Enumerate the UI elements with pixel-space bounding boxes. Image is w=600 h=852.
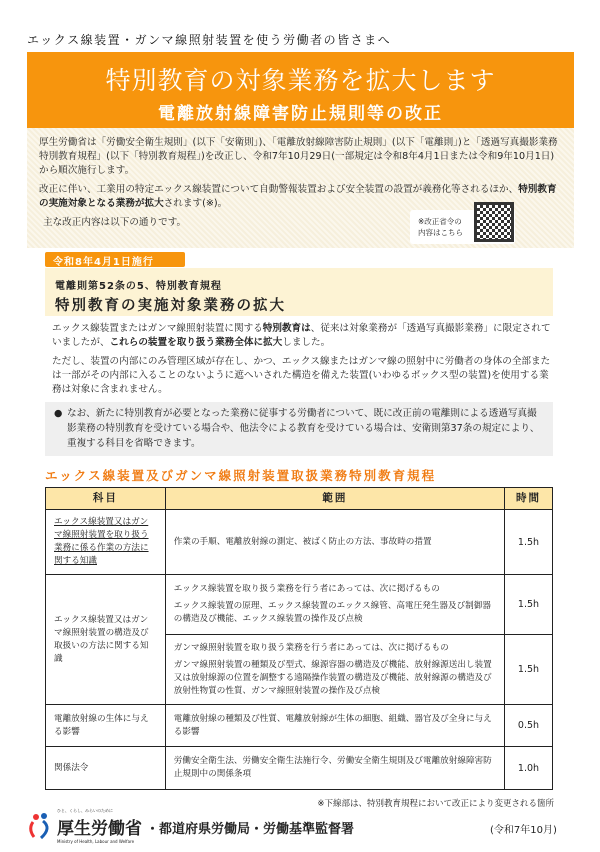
ministry-name-en: Ministry of Health, Labour and Welfare <box>57 839 135 844</box>
scope-cell <box>165 575 504 635</box>
header-time: 時間 <box>505 488 553 510</box>
scope-heading: エックス線装置を取り扱う業務を行う者にあっては、次に掲げるもの <box>173 584 440 594</box>
time-cell: 0.5h <box>505 705 553 747</box>
title-banner <box>27 52 574 128</box>
table-row <box>46 747 553 790</box>
header-subject: 科目 <box>46 488 166 510</box>
note-box <box>45 402 553 456</box>
scope-text: エックス線装置の原理、エックス線装置のエックス線管、高電圧発生器及び制御器の構造及び機能、エックス線装置の操作及び点検 <box>173 601 491 624</box>
issuing-offices: ・都道府県労働局・労働基準監督署 <box>146 822 355 837</box>
intro-paragraph-3: 主な改正内容は以下の通りです。 <box>43 217 187 228</box>
subject-cell: エックス線装置又はガンマ線照射装置を取り扱う業務に係る作業の方法に関する知識 <box>46 510 166 575</box>
page-title: 特別教育の対象業務を拡大します <box>105 66 496 95</box>
time-cell: 1.5h <box>505 575 553 635</box>
section-header <box>45 268 553 316</box>
section-reference: 電離則第52条の5、特別教育規程 <box>55 281 222 292</box>
table-title: エックス線装置及びガンマ線照射装置取扱業務特別教育規程 <box>45 468 437 483</box>
scope-cell <box>165 635 504 705</box>
table-header-row <box>46 488 553 510</box>
table-row <box>46 575 553 635</box>
ministry-name: 厚生労働省 <box>57 819 142 839</box>
subject-cell: 関係法令 <box>46 747 166 790</box>
text: されます(※)。 <box>163 198 228 209</box>
curriculum-table <box>45 487 553 790</box>
text: しました。 <box>282 337 331 348</box>
time-cell: 1.5h <box>505 510 553 575</box>
scope-heading: ガンマ線照射装置を取り扱う業務を行う者にあっては、次に掲げるもの <box>173 642 449 653</box>
body-paragraph-2: ただし、装置の内部にのみ管理区域が存在し、かつ、エックス線またはガンマ線の照射中に労働者の身体の全部または一部がその内部に入ることのないように遮へいされた構造を備えた装置(いわゆるボックス型の装置)を使用する業務は対象に含まれません。 <box>52 356 551 395</box>
scope-cell: 労働安全衛生法、労働安全衛生法施行令、労働安全衛生規則及び電離放射線障害防止規則中の関係条項 <box>165 747 504 790</box>
effective-date-tag: 令和8年4月1日施行 <box>45 252 185 267</box>
intro-paragraph-1: 厚生労働省は「労働安全衛生規則」(以下「安衛則」)、「電離放射線障害防止規則」(以下「電離則」)と「透過写真撮影業務特別教育規程」(以下「特別教育規程」)を改正し、令和7年10月29日(一部規定は令和8年4月1日または令和9年10月1日)から順次施行します。 <box>39 137 558 176</box>
note-text: なお、新たに特別教育が必要となった業務に従事する労働者について、既に改正前の電離則による透過写真撮影業務の特別教育を受けている場合や、他法令による教育を受けている場合は、安衛則第37条の規定により、重複する科目を省略できます。 <box>67 408 540 449</box>
table-row <box>46 510 553 575</box>
time-cell: 1.5h <box>505 635 553 705</box>
scope-cell: 作業の手順、電離放射線の測定、被ばく防止の方法、事故時の措置 <box>165 510 504 575</box>
subject-cell: エックス線装置又はガンマ線照射装置の構造及び取扱いの方法に関する知識 <box>46 575 166 705</box>
scope-text: ガンマ線照射装置の種類及び型式、線源容器の構造及び機能、放射線源送出し装置又は放射線源の位置を調整する遠隔操作装置の構造及び機能、放射線源の構造及び放射性物質の性質、ガンマ線照射装置の操作及び点検 <box>173 659 492 696</box>
ministry-tagline: ひと、くらし、みらいのために <box>57 808 113 813</box>
intro-box <box>27 128 574 248</box>
text: エックス線装置またはガンマ線照射装置に関する <box>52 323 263 334</box>
issue-date: (令和7年10月) <box>490 825 557 836</box>
page-subtitle: 電離放射線障害防止規則等の改正 <box>158 104 443 124</box>
table-footnote: ※下線部は、特別教育規程において改正により変更される箇所 <box>317 799 554 809</box>
emphasis: これらの装置を取り扱う業務全体に拡大 <box>109 337 283 348</box>
emphasis: 特別教育の実施対象となる業務が拡大 <box>39 184 557 209</box>
section-body <box>52 322 552 402</box>
section-title: 特別教育の実施対象業務の拡大 <box>55 298 286 314</box>
ministry-logo-icon <box>27 811 53 841</box>
bullet-icon: ● <box>54 408 63 419</box>
time-cell: 1.0h <box>505 747 553 790</box>
header-scope: 範囲 <box>165 488 504 510</box>
text: 、従来は対象業務が「透過写真撮影業務」に限定されていましたが、 <box>52 323 551 348</box>
ministry-logo <box>27 808 142 844</box>
text: 改正に伴い、工業用の特定エックス線装置について自動警報装置および安全装置の設置が義務化等されるほか、 <box>39 184 519 195</box>
scope-cell: 電離放射線の種類及び性質、電離放射線が生体の細胞、組織、器官及び全身に与える影響 <box>165 705 504 747</box>
qr-code-icon[interactable] <box>474 202 514 242</box>
body-paragraph-1 <box>52 322 552 350</box>
emphasis: 特別教育は <box>262 323 311 334</box>
table-row <box>46 705 553 747</box>
qr-note: ※改正省令の内容はこちら <box>410 210 515 244</box>
audience-line: エックス線装置・ガンマ線照射装置を使う労働者の皆さまへ <box>27 33 392 47</box>
subject-cell: 電離放射線の生体に与える影響 <box>46 705 166 747</box>
